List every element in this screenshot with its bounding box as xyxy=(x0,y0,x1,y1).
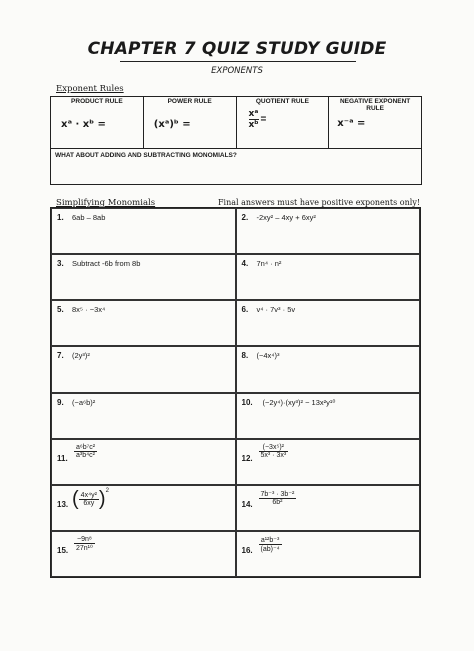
problem-cell-12[interactable] xyxy=(236,439,421,485)
power-rule-expr: (xᵃ)ᵇ = xyxy=(153,119,191,130)
problem-fraction xyxy=(74,536,95,552)
problem-cell-15[interactable] xyxy=(51,531,236,577)
problems-grid xyxy=(50,207,421,578)
problem-cell-8[interactable] xyxy=(236,346,421,392)
quotient-rule-numerator: xᵃ xyxy=(248,109,259,119)
problem-expression: (−4x⁴)³ xyxy=(256,351,280,361)
negative-exponent-rule-expr: x⁻ᵃ = xyxy=(337,118,366,129)
outer-exponent: 2 xyxy=(105,487,109,494)
fraction-denominator: (ab)⁻⁴ xyxy=(260,545,280,553)
fraction-denominator: 6xy xyxy=(83,499,95,507)
problem-number: 7. xyxy=(57,351,64,361)
problem-number: 16. xyxy=(241,545,253,555)
fraction-denominator: 6b² xyxy=(272,498,283,506)
problem-fraction xyxy=(259,444,289,459)
problem-number: 6. xyxy=(241,305,249,315)
fraction-numerator: 4x⁴y² xyxy=(80,491,97,499)
power-rule-header: POWER RULE xyxy=(167,98,212,105)
exponent-rules-label: Exponent Rules xyxy=(56,84,124,94)
problem-cell-11[interactable] xyxy=(51,439,236,485)
problem-number: 8. xyxy=(241,351,249,361)
problem-number: 4. xyxy=(241,259,249,269)
problem-expression: (−a⁶b)² xyxy=(72,397,96,407)
problem-number: 2. xyxy=(241,213,249,222)
problem-cell-14[interactable] xyxy=(236,485,421,531)
quotient-rule-header: QUOTIENT RULE xyxy=(255,98,309,105)
adding-monomials-cell[interactable] xyxy=(51,149,422,185)
problem-number: 9. xyxy=(57,397,64,407)
product-rule-header: PRODUCT RULE xyxy=(71,98,123,105)
problem-fraction xyxy=(259,536,282,553)
right-paren: ) xyxy=(98,487,106,510)
positive-exponents-note: Final answers must have positive exponents only! xyxy=(218,198,421,207)
problem-cell-6[interactable] xyxy=(236,300,421,346)
title-underline xyxy=(120,61,356,62)
negative-exponent-rule-header: NEGATIVE EXPONENT RULE xyxy=(339,98,411,112)
negative-exponent-rule-cell[interactable] xyxy=(329,97,422,149)
fraction-numerator: 7b⁻³ · 3b⁻² xyxy=(260,490,295,498)
problem-expression: (2y³)² xyxy=(72,351,90,361)
problem-cell-7[interactable] xyxy=(51,346,236,392)
problem-cell-2[interactable] xyxy=(236,208,421,254)
fraction-numerator: a¹²b⁻³ xyxy=(259,536,282,545)
problem-fraction xyxy=(259,490,297,506)
problem-expression: Subtract -6b from 8b xyxy=(72,259,141,269)
problem-expression: (−2y⁴)·(xy³)² − 13x²y¹⁰ xyxy=(262,397,336,407)
problem-number: 12. xyxy=(241,453,253,463)
problem-number: 14. xyxy=(241,499,253,509)
problem-cell-1[interactable] xyxy=(51,208,236,254)
problem-cell-3[interactable] xyxy=(51,254,236,300)
fraction-denominator: 5x³ · 3x³ xyxy=(260,451,287,459)
simplifying-monomials-label: Simplifying Monomials xyxy=(56,198,156,208)
problem-cell-16[interactable] xyxy=(236,531,421,577)
product-rule-expr: xᵃ · xᵇ = xyxy=(61,119,106,130)
problem-cell-5[interactable] xyxy=(51,300,236,346)
product-rule-cell[interactable] xyxy=(51,97,144,149)
problem-number: 5. xyxy=(57,305,64,315)
problem-expression: -2xy² – 4xy + 6xy² xyxy=(256,213,316,222)
problem-power-fraction xyxy=(72,488,109,511)
exponent-rules-table xyxy=(50,96,422,185)
problem-cell-10[interactable] xyxy=(236,393,421,439)
problem-number: 1. xyxy=(57,213,64,222)
left-paren: ( xyxy=(72,487,79,510)
fraction-denominator: a³b⁴c² xyxy=(76,451,95,459)
page-subtitle: EXPONENTS xyxy=(211,66,263,76)
problem-fraction xyxy=(74,444,97,459)
quotient-rule-denominator: xᵇ xyxy=(248,120,259,130)
adding-monomials-question: WHAT ABOUT ADDING AND SUBTRACTING MONOMIALS? xyxy=(55,152,237,159)
problem-number: 11. xyxy=(57,453,68,463)
problem-cell-13[interactable] xyxy=(51,485,236,531)
fraction-denominator: 27n¹⁰ xyxy=(76,544,93,552)
problem-number: 10. xyxy=(241,397,253,407)
problem-number: 3. xyxy=(57,259,64,269)
problem-expression: 7n⁴ · n² xyxy=(256,259,282,269)
power-rule-cell[interactable] xyxy=(143,97,236,149)
fraction-numerator: a⁶b⁷c² xyxy=(76,443,96,451)
problem-expression: v⁴ · 7v³ · 5v xyxy=(256,305,296,315)
fraction-numerator: −9n⁸ xyxy=(74,536,95,544)
page-title: CHAPTER 7 QUIZ STUDY GUIDE xyxy=(87,39,387,59)
problem-number: 15. xyxy=(57,545,69,555)
quotient-rule-cell[interactable] xyxy=(236,97,329,149)
problem-number: 13. xyxy=(57,499,69,509)
problem-cell-9[interactable] xyxy=(51,393,236,439)
problem-expression: 6ab – 8ab xyxy=(72,213,106,222)
problem-expression: 8x⁵ · −3x⁴ xyxy=(72,305,106,315)
fraction-numerator: (−3x⁵)² xyxy=(259,444,289,452)
problem-cell-4[interactable] xyxy=(236,254,421,300)
quotient-rule-equals: = xyxy=(260,114,267,125)
